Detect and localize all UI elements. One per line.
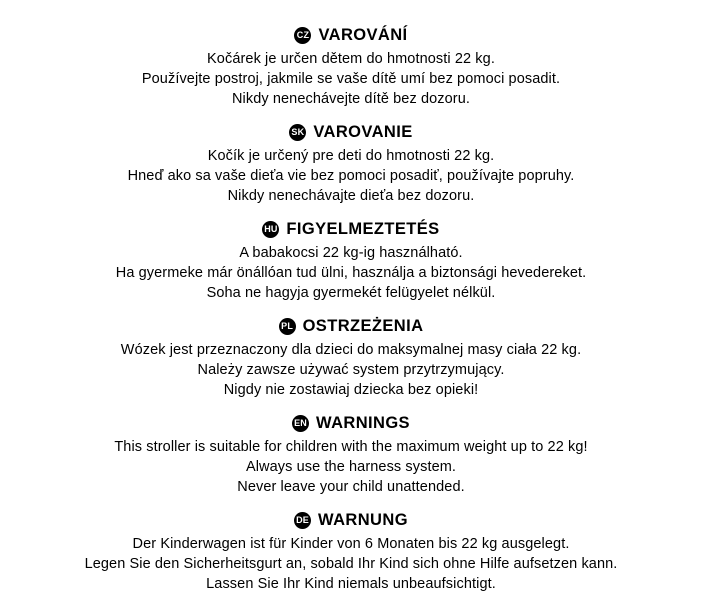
section-title: VAROVÁNÍ bbox=[318, 26, 408, 44]
section-title: OSTRZEŻENIA bbox=[302, 317, 424, 335]
warning-line: Používejte postroj, jakmile se vaše dítě umí bez pomoci posadit. bbox=[141, 71, 561, 87]
language-badge-icon: SK bbox=[289, 124, 306, 141]
section-heading bbox=[8, 317, 694, 336]
warning-line: Należy zawsze używać system przytrzymujący. bbox=[197, 362, 505, 378]
warning-line: This stroller is suitable for children with the maximum weight up to 22 kg! bbox=[114, 439, 588, 455]
language-badge-icon: HU bbox=[262, 221, 279, 238]
language-badge-icon: EN bbox=[292, 415, 309, 432]
section-title: WARNINGS bbox=[316, 414, 410, 432]
section-heading bbox=[8, 414, 694, 433]
section-title: WARNUNG bbox=[318, 511, 408, 529]
warning-section-hu bbox=[8, 220, 694, 303]
warning-section-cz bbox=[8, 26, 694, 109]
warning-section-de bbox=[8, 511, 694, 594]
warning-line: Legen Sie den Sicherheitsgurt an, sobald Ihr Kind sich ohne Hilfe aufsetzen kann. bbox=[84, 556, 618, 572]
warning-line: Der Kinderwagen ist für Kinder von 6 Monaten bis 22 kg ausgelegt. bbox=[132, 536, 570, 552]
warning-line: A babakocsi 22 kg-ig használható. bbox=[239, 245, 463, 261]
warning-line: Nigdy nie zostawiaj dziecka bez opieki! bbox=[223, 382, 479, 398]
warning-line: Never leave your child unattended. bbox=[237, 479, 465, 495]
warning-line: Lassen Sie Ihr Kind niemals unbeaufsichtigt. bbox=[206, 576, 496, 592]
warning-line: Kočík je určený pre deti do hmotnosti 22 kg. bbox=[207, 148, 495, 164]
warning-line: Kočárek je určen dětem do hmotnosti 22 kg. bbox=[207, 51, 495, 67]
section-heading bbox=[8, 511, 694, 530]
warning-line: Wózek jest przeznaczony dla dzieci do maksymalnej masy ciała 22 kg. bbox=[120, 342, 582, 358]
language-badge-icon: DE bbox=[294, 512, 311, 529]
warning-line: Ha gyermeke már önállóan tud ülni, használja a biztonsági hevedereket. bbox=[115, 265, 587, 281]
language-badge-icon: CZ bbox=[294, 27, 311, 44]
section-heading bbox=[8, 123, 694, 142]
warning-section-pl bbox=[8, 317, 694, 400]
section-title: VAROVANIE bbox=[313, 123, 413, 141]
warning-line: Nikdy nenechávajte dieťa bez dozoru. bbox=[227, 188, 475, 204]
section-title: FIGYELMEZTETÉS bbox=[286, 220, 440, 238]
warning-line: Hneď ako sa vaše dieťa vie bez pomoci posadiť, používajte popruhy. bbox=[127, 168, 575, 184]
section-heading bbox=[8, 220, 694, 239]
warning-section-en bbox=[8, 414, 694, 497]
warning-section-sk bbox=[8, 123, 694, 206]
section-heading bbox=[8, 26, 694, 45]
language-badge-icon: PL bbox=[279, 318, 296, 335]
warning-line: Nikdy nenechávejte dítě bez dozoru. bbox=[231, 91, 471, 107]
warning-line: Soha ne hagyja gyermekét felügyelet nélkül. bbox=[206, 285, 496, 301]
warning-line: Always use the harness system. bbox=[245, 459, 457, 475]
